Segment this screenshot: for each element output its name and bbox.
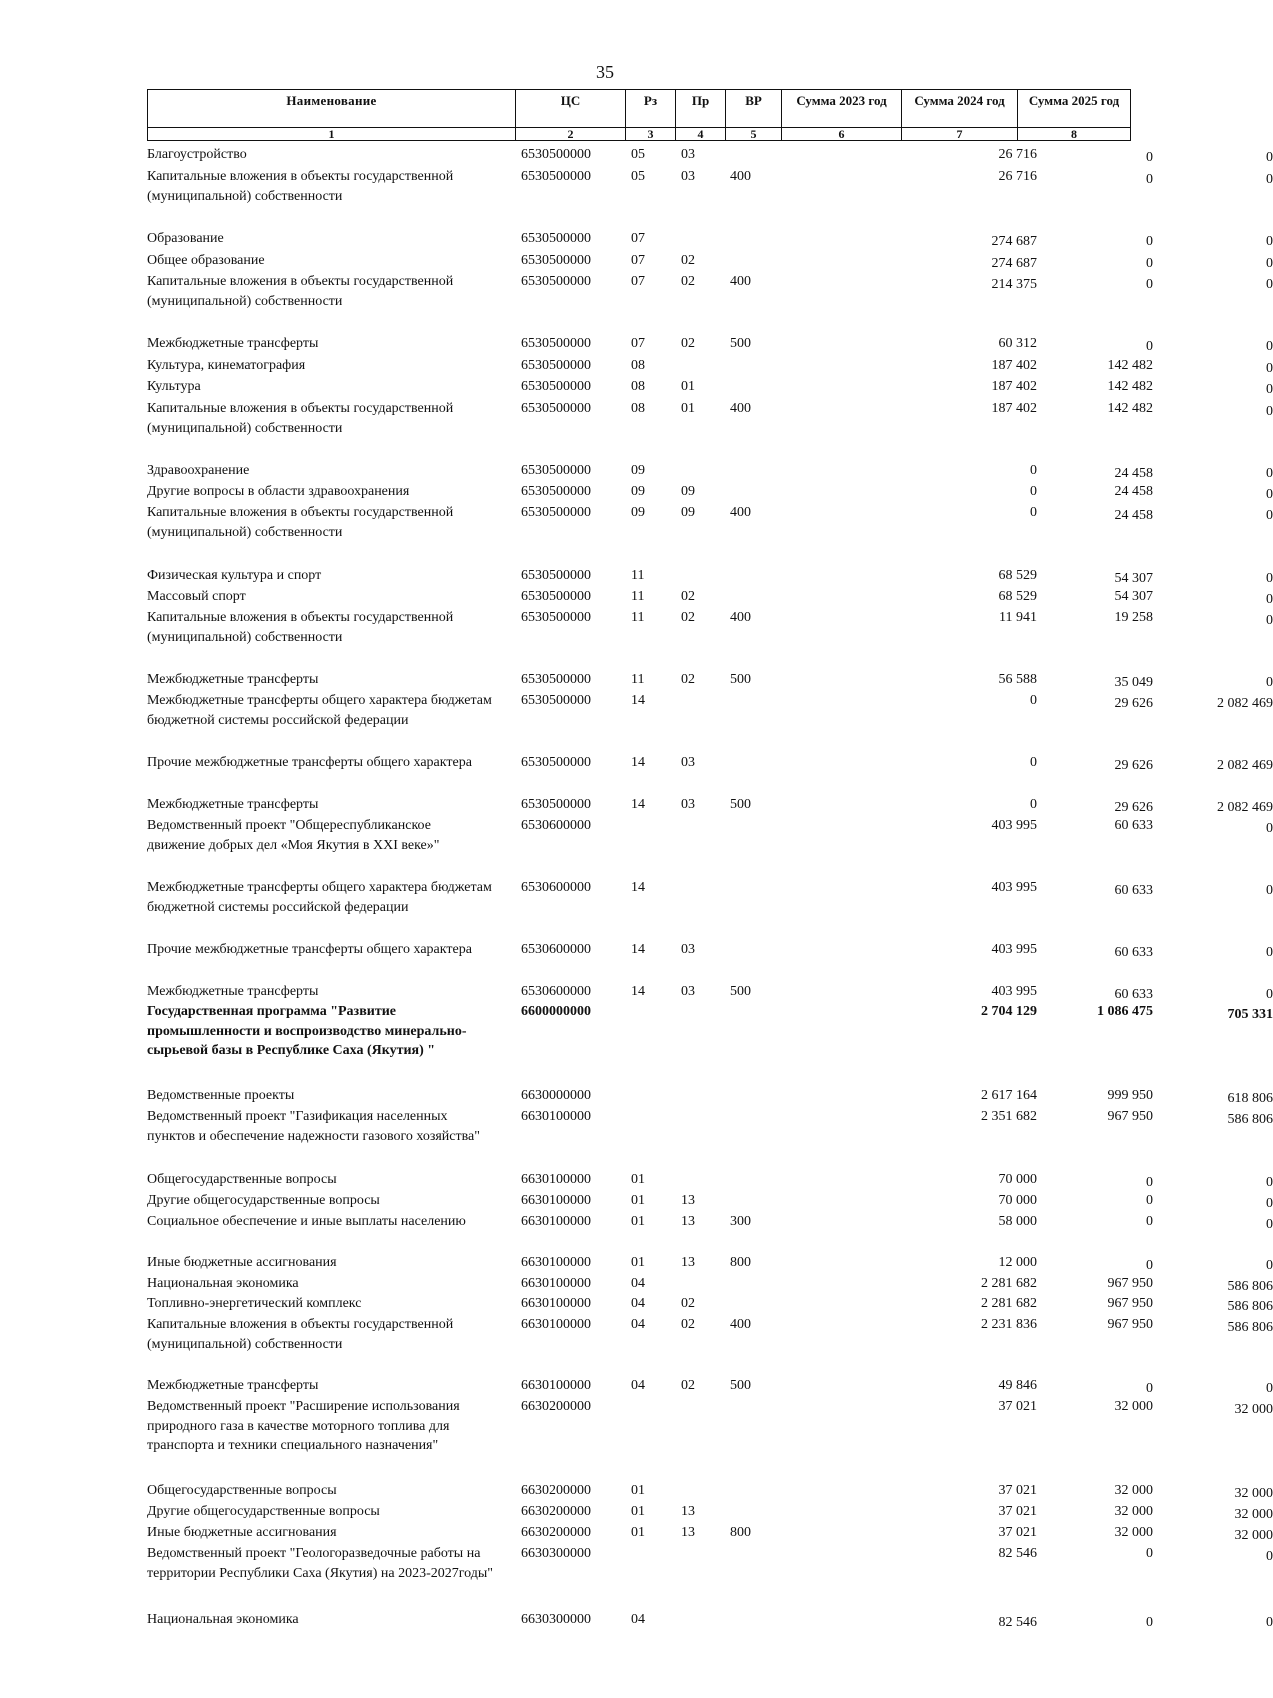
row-sum-2023: 37 021	[998, 1504, 1037, 1519]
row-rz: 11	[631, 610, 645, 625]
row-pr: 01	[681, 379, 695, 394]
row-sum-2023: 60 312	[998, 336, 1037, 351]
row-rz: 05	[631, 169, 645, 184]
row-cs: 6530600000	[521, 984, 591, 999]
row-name: Другие общегосударственные вопросы	[147, 1193, 380, 1208]
row-sum-2024: 24 458	[1114, 508, 1153, 523]
row-sum-2025: 0	[1266, 945, 1273, 960]
row-rz: 08	[631, 379, 645, 394]
row-sum-2023: 37 021	[998, 1483, 1037, 1498]
row-name: Социальное обеспечение и иные выплаты населению	[147, 1214, 466, 1229]
row-sum-2024: 19 258	[1114, 610, 1153, 625]
row-rz: 14	[631, 797, 645, 812]
row-name: Прочие межбюджетные трансферты общего характера	[147, 942, 472, 957]
column-number: 4	[676, 128, 726, 141]
row-pr: 01	[681, 401, 695, 416]
row-cs: 6630100000	[521, 1276, 591, 1291]
row-sum-2025: 0	[1266, 382, 1273, 397]
row-vr: 500	[730, 984, 751, 999]
row-cs: 6600000000	[521, 1004, 591, 1019]
row-name: Ведомственный проект "Геологоразведочные работы на территории Республики Саха (Якутия) на 2023-2027годы"	[147, 1546, 493, 1581]
row-sum-2025: 0	[1266, 150, 1273, 165]
column-number: 1	[148, 128, 516, 141]
row-cs: 6630100000	[521, 1193, 591, 1208]
row-cs: 6530500000	[521, 379, 591, 394]
row-cs: 6630100000	[521, 1109, 591, 1124]
row-rz: 14	[631, 693, 645, 708]
row-sum-2025: 0	[1266, 1175, 1273, 1190]
row-name: Прочие межбюджетные трансферты общего характера	[147, 755, 472, 770]
row-sum-2024: 0	[1146, 1175, 1153, 1190]
row-name: Ведомственные проекты	[147, 1088, 295, 1103]
row-name: Межбюджетные трансферты общего характера бюджетам бюджетной системы российской федерации	[147, 880, 492, 915]
row-cs: 6630000000	[521, 1088, 591, 1103]
row-pr: 02	[681, 336, 695, 351]
row-rz: 11	[631, 672, 645, 687]
row-sum-2024: 24 458	[1114, 466, 1153, 481]
row-pr: 02	[681, 1296, 695, 1311]
row-cs: 6630100000	[521, 1317, 591, 1332]
row-sum-2025: 586 806	[1227, 1299, 1273, 1314]
row-sum-2023: 70 000	[998, 1193, 1037, 1208]
row-sum-2024: 60 633	[1114, 818, 1153, 833]
row-sum-2023: 0	[1030, 505, 1037, 520]
row-pr: 13	[681, 1525, 695, 1540]
row-pr: 02	[681, 672, 695, 687]
row-rz: 14	[631, 942, 645, 957]
column-number: 2	[516, 128, 626, 141]
row-cs: 6630200000	[521, 1504, 591, 1519]
row-name: Топливно-энергетический комплекс	[147, 1296, 362, 1311]
row-cs: 6530500000	[521, 231, 591, 246]
row-cs: 6530500000	[521, 672, 591, 687]
row-sum-2023: 2 281 682	[981, 1296, 1037, 1311]
row-name: Массовый спорт	[147, 589, 246, 604]
row-sum-2023: 68 529	[998, 568, 1037, 583]
row-sum-2023: 26 716	[998, 169, 1037, 184]
row-name: Межбюджетные трансферты	[147, 672, 319, 687]
row-pr: 13	[681, 1255, 695, 1270]
row-sum-2024: 999 950	[1107, 1088, 1153, 1103]
row-vr: 400	[730, 401, 751, 416]
row-sum-2023: 2 617 164	[981, 1088, 1037, 1103]
row-sum-2024: 0	[1146, 1615, 1153, 1630]
row-sum-2024: 0	[1146, 234, 1153, 249]
row-sum-2024: 32 000	[1114, 1483, 1153, 1498]
row-vr: 400	[730, 274, 751, 289]
row-cs: 6530600000	[521, 880, 591, 895]
row-name: Физическая культура и спорт	[147, 568, 322, 583]
row-name: Общее образование	[147, 253, 265, 268]
row-name: Здравоохранение	[147, 463, 250, 478]
row-sum-2023: 0	[1030, 755, 1037, 770]
row-sum-2023: 70 000	[998, 1172, 1037, 1187]
row-name: Межбюджетные трансферты	[147, 1378, 319, 1393]
row-cs: 6530500000	[521, 463, 591, 478]
row-cs: 6530500000	[521, 797, 591, 812]
row-pr: 09	[681, 505, 695, 520]
row-name: Капитальные вложения в объекты государственной (муниципальной) собственности	[147, 169, 454, 204]
row-rz: 04	[631, 1317, 645, 1332]
row-cs: 6630100000	[521, 1378, 591, 1393]
row-sum-2025: 0	[1266, 1196, 1273, 1211]
row-sum-2024: 0	[1146, 256, 1153, 271]
row-cs: 6530500000	[521, 568, 591, 583]
row-rz: 08	[631, 358, 645, 373]
row-name: Благоустройство	[147, 147, 247, 162]
row-name: Ведомственный проект "Расширение использования природного газа в качестве моторного топлива для транспорта и техники специального назначения"	[147, 1399, 460, 1454]
row-sum-2024: 1 086 475	[1097, 1004, 1153, 1019]
row-sum-2025: 618 806	[1227, 1091, 1273, 1106]
row-sum-2024: 967 950	[1107, 1317, 1153, 1332]
row-sum-2024: 29 626	[1114, 758, 1153, 773]
row-rz: 01	[631, 1255, 645, 1270]
row-sum-2024: 967 950	[1107, 1296, 1153, 1311]
row-sum-2025: 0	[1266, 487, 1273, 502]
row-name: Капитальные вложения в объекты государственной (муниципальной) собственности	[147, 1317, 454, 1352]
row-sum-2023: 26 716	[998, 147, 1037, 162]
row-pr: 03	[681, 147, 695, 162]
row-cs: 6530500000	[521, 274, 591, 289]
row-sum-2025: 2 082 469	[1217, 696, 1273, 711]
row-sum-2024: 54 307	[1114, 571, 1153, 586]
row-sum-2025: 0	[1266, 592, 1273, 607]
table-header	[147, 89, 1131, 141]
row-sum-2023: 2 281 682	[981, 1276, 1037, 1291]
row-vr: 500	[730, 672, 751, 687]
row-sum-2024: 60 633	[1114, 945, 1153, 960]
row-name: Межбюджетные трансферты	[147, 984, 319, 999]
row-sum-2024: 32 000	[1114, 1399, 1153, 1414]
row-rz: 08	[631, 401, 645, 416]
row-sum-2024: 0	[1146, 277, 1153, 292]
row-sum-2024: 967 950	[1107, 1276, 1153, 1291]
row-sum-2024: 24 458	[1114, 484, 1153, 499]
column-header-name: Наименование	[148, 90, 516, 128]
row-name: Капитальные вложения в объекты государственной (муниципальной) собственности	[147, 610, 454, 645]
row-rz: 07	[631, 274, 645, 289]
row-sum-2025: 32 000	[1234, 1486, 1273, 1501]
row-name: Культура, кинематография	[147, 358, 306, 373]
row-sum-2024: 0	[1146, 339, 1153, 354]
row-sum-2025: 32 000	[1234, 1402, 1273, 1417]
row-pr: 09	[681, 484, 695, 499]
row-sum-2025: 705 331	[1227, 1007, 1273, 1022]
row-pr: 03	[681, 755, 695, 770]
column-number: 3	[626, 128, 676, 141]
row-sum-2023: 0	[1030, 484, 1037, 499]
row-sum-2024: 60 633	[1114, 883, 1153, 898]
row-name: Капитальные вложения в объекты государственной (муниципальной) собственности	[147, 401, 454, 436]
row-sum-2024: 35 049	[1114, 675, 1153, 690]
column-header-sum-2025: Сумма 2025 год	[1018, 90, 1131, 128]
row-sum-2025: 0	[1266, 883, 1273, 898]
row-sum-2025: 586 806	[1227, 1320, 1273, 1335]
row-name: Общегосударственные вопросы	[147, 1483, 337, 1498]
row-name: Межбюджетные трансферты	[147, 336, 319, 351]
row-pr: 03	[681, 984, 695, 999]
row-cs: 6530500000	[521, 401, 591, 416]
row-rz: 11	[631, 589, 645, 604]
row-sum-2025: 0	[1266, 675, 1273, 690]
row-vr: 500	[730, 336, 751, 351]
row-sum-2023: 2 231 836	[981, 1317, 1037, 1332]
row-sum-2023: 37 021	[998, 1399, 1037, 1414]
row-sum-2023: 214 375	[991, 277, 1037, 292]
row-sum-2023: 274 687	[991, 234, 1037, 249]
row-sum-2024: 0	[1146, 1193, 1153, 1208]
row-cs: 6630100000	[521, 1214, 591, 1229]
row-name: Межбюджетные трансферты общего характера бюджетам бюджетной системы российской федерации	[147, 693, 492, 728]
row-name: Национальная экономика	[147, 1612, 299, 1627]
row-sum-2025: 0	[1266, 508, 1273, 523]
row-sum-2025: 0	[1266, 172, 1273, 187]
row-vr: 500	[730, 1378, 751, 1393]
row-sum-2023: 68 529	[998, 589, 1037, 604]
row-name: Иные бюджетные ассигнования	[147, 1525, 337, 1540]
row-cs: 6530500000	[521, 147, 591, 162]
row-sum-2025: 0	[1266, 571, 1273, 586]
row-rz: 07	[631, 336, 645, 351]
row-sum-2025: 32 000	[1234, 1507, 1273, 1522]
row-name: Капитальные вложения в объекты государственной (муниципальной) собственности	[147, 274, 454, 309]
row-sum-2023: 187 402	[991, 358, 1037, 373]
row-sum-2023: 187 402	[991, 379, 1037, 394]
row-sum-2023: 82 546	[998, 1615, 1037, 1630]
row-sum-2024: 142 482	[1107, 379, 1153, 394]
row-cs: 6630200000	[521, 1399, 591, 1414]
row-sum-2025: 32 000	[1234, 1528, 1273, 1543]
row-sum-2025: 2 082 469	[1217, 758, 1273, 773]
row-sum-2025: 0	[1266, 613, 1273, 628]
row-cs: 6530500000	[521, 755, 591, 770]
row-sum-2025: 0	[1266, 987, 1273, 1002]
row-sum-2025: 0	[1266, 361, 1273, 376]
row-sum-2024: 29 626	[1114, 696, 1153, 711]
row-sum-2025: 0	[1266, 1549, 1273, 1564]
column-header-cs: ЦС	[516, 90, 626, 128]
row-sum-2023: 0	[1030, 797, 1037, 812]
row-pr: 02	[681, 274, 695, 289]
column-number: 5	[726, 128, 782, 141]
row-rz: 01	[631, 1214, 645, 1229]
row-sum-2025: 0	[1266, 821, 1273, 836]
column-number: 6	[782, 128, 902, 141]
row-pr: 02	[681, 1317, 695, 1332]
row-sum-2023: 82 546	[998, 1546, 1037, 1561]
row-pr: 02	[681, 589, 695, 604]
row-pr: 03	[681, 942, 695, 957]
row-cs: 6530500000	[521, 505, 591, 520]
row-sum-2024: 32 000	[1114, 1504, 1153, 1519]
row-name: Государственная программа "Развитие промышленности и воспроизводство минерально-сырьевой базы в Республике Саха (Якутия) "	[147, 1004, 467, 1059]
row-sum-2023: 2 704 129	[981, 1004, 1037, 1019]
column-number: 8	[1018, 128, 1131, 141]
row-sum-2023: 403 995	[991, 880, 1037, 895]
row-rz: 04	[631, 1296, 645, 1311]
row-cs: 6530600000	[521, 818, 591, 833]
row-cs: 6630300000	[521, 1546, 591, 1561]
row-sum-2024: 60 633	[1114, 987, 1153, 1002]
row-sum-2024: 29 626	[1114, 800, 1153, 815]
row-sum-2023: 49 846	[998, 1378, 1037, 1393]
row-rz: 09	[631, 484, 645, 499]
row-sum-2025: 0	[1266, 1258, 1273, 1273]
row-sum-2023: 2 351 682	[981, 1109, 1037, 1124]
row-pr: 02	[681, 1378, 695, 1393]
row-rz: 04	[631, 1276, 645, 1291]
row-sum-2024: 0	[1146, 172, 1153, 187]
row-rz: 04	[631, 1378, 645, 1393]
row-sum-2024: 142 482	[1107, 358, 1153, 373]
row-name: Капитальные вложения в объекты государственной (муниципальной) собственности	[147, 505, 454, 540]
row-rz: 07	[631, 231, 645, 246]
row-sum-2024: 0	[1146, 150, 1153, 165]
row-name: Межбюджетные трансферты	[147, 797, 319, 812]
row-name: Другие вопросы в области здравоохранения	[147, 484, 410, 499]
row-cs: 6630100000	[521, 1255, 591, 1270]
row-name: Национальная экономика	[147, 1276, 299, 1291]
row-vr: 800	[730, 1525, 751, 1540]
row-sum-2023: 56 588	[998, 672, 1037, 687]
row-cs: 6630100000	[521, 1172, 591, 1187]
row-pr: 13	[681, 1193, 695, 1208]
row-name: Общегосударственные вопросы	[147, 1172, 337, 1187]
row-sum-2023: 37 021	[998, 1525, 1037, 1540]
row-vr: 400	[730, 505, 751, 520]
row-sum-2025: 0	[1266, 1381, 1273, 1396]
row-sum-2025: 586 806	[1227, 1112, 1273, 1127]
row-cs: 6530500000	[521, 253, 591, 268]
row-sum-2025: 586 806	[1227, 1279, 1273, 1294]
row-sum-2023: 403 995	[991, 984, 1037, 999]
row-name: Иные бюджетные ассигнования	[147, 1255, 337, 1270]
row-rz: 01	[631, 1504, 645, 1519]
row-rz: 14	[631, 755, 645, 770]
row-sum-2024: 0	[1146, 1214, 1153, 1229]
row-vr: 300	[730, 1214, 751, 1229]
row-sum-2025: 0	[1266, 256, 1273, 271]
row-rz: 04	[631, 1612, 645, 1627]
column-number: 7	[902, 128, 1018, 141]
row-vr: 400	[730, 169, 751, 184]
row-cs: 6630200000	[521, 1483, 591, 1498]
row-name: Ведомственный проект "Газификация населенных пунктов и обеспечение надежности газового хозяйства"	[147, 1109, 480, 1144]
row-sum-2023: 58 000	[998, 1214, 1037, 1229]
row-sum-2024: 0	[1146, 1546, 1153, 1561]
row-sum-2025: 0	[1266, 339, 1273, 354]
row-cs: 6530500000	[521, 693, 591, 708]
row-vr: 400	[730, 1317, 751, 1332]
row-rz: 01	[631, 1483, 645, 1498]
row-pr: 02	[681, 253, 695, 268]
row-cs: 6530500000	[521, 336, 591, 351]
row-rz: 09	[631, 463, 645, 478]
row-cs: 6530600000	[521, 942, 591, 957]
row-sum-2024: 142 482	[1107, 401, 1153, 416]
column-header-vr: ВР	[726, 90, 782, 128]
row-pr: 13	[681, 1214, 695, 1229]
row-name: Культура	[147, 379, 201, 394]
row-cs: 6630200000	[521, 1525, 591, 1540]
row-sum-2024: 0	[1146, 1258, 1153, 1273]
row-vr: 400	[730, 610, 751, 625]
row-sum-2023: 403 995	[991, 942, 1037, 957]
row-sum-2025: 0	[1266, 404, 1273, 419]
row-cs: 6530500000	[521, 169, 591, 184]
row-rz: 01	[631, 1525, 645, 1540]
row-rz: 01	[631, 1193, 645, 1208]
row-sum-2024: 32 000	[1114, 1525, 1153, 1540]
row-sum-2023: 0	[1030, 693, 1037, 708]
column-header-sum-2023: Сумма 2023 год	[782, 90, 902, 128]
row-cs: 6630300000	[521, 1612, 591, 1627]
row-cs: 6530500000	[521, 484, 591, 499]
row-sum-2025: 0	[1266, 1615, 1273, 1630]
row-rz: 09	[631, 505, 645, 520]
column-header-sum-2024: Сумма 2024 год	[902, 90, 1018, 128]
row-rz: 01	[631, 1172, 645, 1187]
row-rz: 14	[631, 880, 645, 895]
row-name: Другие общегосударственные вопросы	[147, 1504, 380, 1519]
row-cs: 6630100000	[521, 1296, 591, 1311]
page-number: 35	[596, 62, 614, 82]
row-sum-2023: 11 941	[999, 610, 1037, 625]
row-vr: 800	[730, 1255, 751, 1270]
row-pr: 02	[681, 610, 695, 625]
row-sum-2025: 0	[1266, 466, 1273, 481]
row-rz: 07	[631, 253, 645, 268]
row-pr: 03	[681, 797, 695, 812]
row-sum-2025: 0	[1266, 1217, 1273, 1232]
row-rz: 05	[631, 147, 645, 162]
row-sum-2023: 0	[1030, 463, 1037, 478]
row-pr: 13	[681, 1504, 695, 1519]
row-sum-2023: 187 402	[991, 401, 1037, 416]
column-header-pr: Пр	[676, 90, 726, 128]
row-sum-2024: 967 950	[1107, 1109, 1153, 1124]
row-cs: 6530500000	[521, 589, 591, 604]
row-sum-2024: 54 307	[1114, 589, 1153, 604]
row-cs: 6530500000	[521, 358, 591, 373]
row-sum-2023: 403 995	[991, 818, 1037, 833]
row-name: Образование	[147, 231, 224, 246]
row-sum-2023: 12 000	[998, 1255, 1037, 1270]
row-name: Ведомственный проект "Общереспубликанское движение добрых дел «Моя Якутия в XXI веке»"	[147, 818, 440, 853]
row-sum-2025: 0	[1266, 277, 1273, 292]
row-pr: 03	[681, 169, 695, 184]
row-cs: 6530500000	[521, 610, 591, 625]
row-sum-2025: 0	[1266, 234, 1273, 249]
column-header-rz: Рз	[626, 90, 676, 128]
row-rz: 11	[631, 568, 645, 583]
row-sum-2023: 274 687	[991, 256, 1037, 271]
row-sum-2025: 2 082 469	[1217, 800, 1273, 815]
row-vr: 500	[730, 797, 751, 812]
row-sum-2024: 0	[1146, 1381, 1153, 1396]
row-rz: 14	[631, 984, 645, 999]
